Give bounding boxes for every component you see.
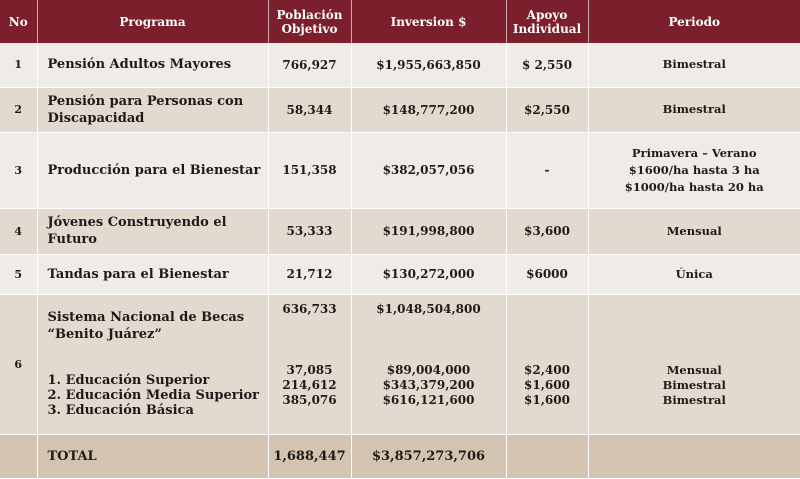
period bbox=[588, 294, 800, 434]
sub-investment: $89,004,000 bbox=[386, 362, 471, 377]
table-row bbox=[0, 43, 800, 87]
row-number: 3 bbox=[0, 132, 37, 208]
investment: $130,272,000 bbox=[351, 254, 506, 294]
individual-support: - bbox=[506, 132, 588, 208]
individual-support bbox=[506, 294, 588, 434]
sub-support: $2,400 bbox=[524, 362, 570, 377]
header-programa: Programa bbox=[37, 0, 268, 43]
program-name-line2: Discapacidad bbox=[47, 110, 145, 126]
period: Única bbox=[588, 254, 800, 294]
total-label: TOTAL bbox=[37, 434, 268, 478]
target-population: 766,927 bbox=[268, 43, 351, 87]
target-population bbox=[268, 294, 351, 434]
individual-support: $3,600 bbox=[506, 208, 588, 254]
individual-support: $2,550 bbox=[506, 87, 588, 132]
period-line2: $1600/ha hasta 3 ha bbox=[628, 162, 760, 177]
period-line1: Primavera – Verano bbox=[631, 145, 757, 160]
total-row bbox=[0, 434, 800, 478]
sub-program-label: 2. Educación Media Superior bbox=[47, 387, 260, 403]
investment: $382,057,056 bbox=[351, 132, 506, 208]
sub-population: 37,085 bbox=[286, 362, 333, 377]
program-name: Producción para el Bienestar bbox=[37, 132, 268, 208]
investment: $148,777,200 bbox=[351, 87, 506, 132]
program-name-line1: Pensión para Personas con bbox=[47, 93, 244, 109]
program-name-line2: “Benito Juárez” bbox=[47, 326, 162, 342]
period bbox=[588, 132, 800, 208]
sub-support: $1,600 bbox=[524, 377, 570, 392]
program-name-line1: Jóvenes Construyendo el bbox=[47, 215, 227, 230]
table-row bbox=[0, 87, 800, 132]
total-population: 1,688,447 bbox=[268, 434, 351, 478]
table-row bbox=[0, 208, 800, 254]
sub-investment: $343,379,200 bbox=[382, 377, 475, 392]
period: Bimestral bbox=[588, 87, 800, 132]
sub-program-label: 1. Educación Superior bbox=[47, 372, 210, 388]
sub-investment: $616,121,600 bbox=[382, 392, 475, 407]
row-number: 5 bbox=[0, 254, 37, 294]
sub-period: Bimestral bbox=[662, 377, 726, 392]
row-number: 6 bbox=[0, 294, 37, 434]
period: Bimestral bbox=[588, 43, 800, 87]
target-population: 53,333 bbox=[268, 208, 351, 254]
period-line3: $1000/ha hasta 20 ha bbox=[624, 179, 764, 194]
individual-support: $ 2,550 bbox=[506, 43, 588, 87]
sub-program-list bbox=[48, 373, 264, 418]
table-row bbox=[0, 254, 800, 294]
population-total: 636,733 bbox=[282, 301, 337, 316]
investment-total: $1,048,504,800 bbox=[376, 301, 481, 316]
target-population: 151,358 bbox=[268, 132, 351, 208]
program-name bbox=[37, 208, 268, 254]
program-name-line2: Futuro bbox=[47, 232, 97, 247]
sub-population: 385,076 bbox=[282, 392, 337, 407]
program-name bbox=[37, 87, 268, 132]
row-number: 2 bbox=[0, 87, 37, 132]
investment: $191,998,800 bbox=[351, 208, 506, 254]
program-name bbox=[37, 294, 268, 434]
header-apoyo: Apoyo Individual bbox=[506, 0, 588, 43]
target-population: 58,344 bbox=[268, 87, 351, 132]
program-name: Pensión Adultos Mayores bbox=[37, 43, 268, 87]
target-population: 21,712 bbox=[268, 254, 351, 294]
sub-population: 214,612 bbox=[282, 377, 337, 392]
individual-support: $6000 bbox=[506, 254, 588, 294]
sub-period: Bimestral bbox=[662, 392, 726, 407]
header-inversion: Inversion $ bbox=[351, 0, 506, 43]
period: Mensual bbox=[588, 208, 800, 254]
header-row bbox=[0, 0, 800, 43]
investment bbox=[351, 294, 506, 434]
program-name: Tandas para el Bienestar bbox=[37, 254, 268, 294]
investment: $1,955,663,850 bbox=[351, 43, 506, 87]
header-poblacion: Población Objetivo bbox=[268, 0, 351, 43]
sub-program-label: 3. Educación Básica bbox=[47, 402, 194, 418]
table-row bbox=[0, 294, 800, 434]
table-row bbox=[0, 132, 800, 208]
total-investment: $3,857,273,706 bbox=[351, 434, 506, 478]
row-number: 1 bbox=[0, 43, 37, 87]
header-no: No bbox=[0, 0, 37, 43]
program-name-line1: Sistema Nacional de Becas bbox=[47, 309, 245, 325]
sub-period: Mensual bbox=[666, 362, 722, 377]
header-periodo: Periodo bbox=[588, 0, 800, 43]
sub-support: $1,600 bbox=[524, 392, 570, 407]
row-number: 4 bbox=[0, 208, 37, 254]
